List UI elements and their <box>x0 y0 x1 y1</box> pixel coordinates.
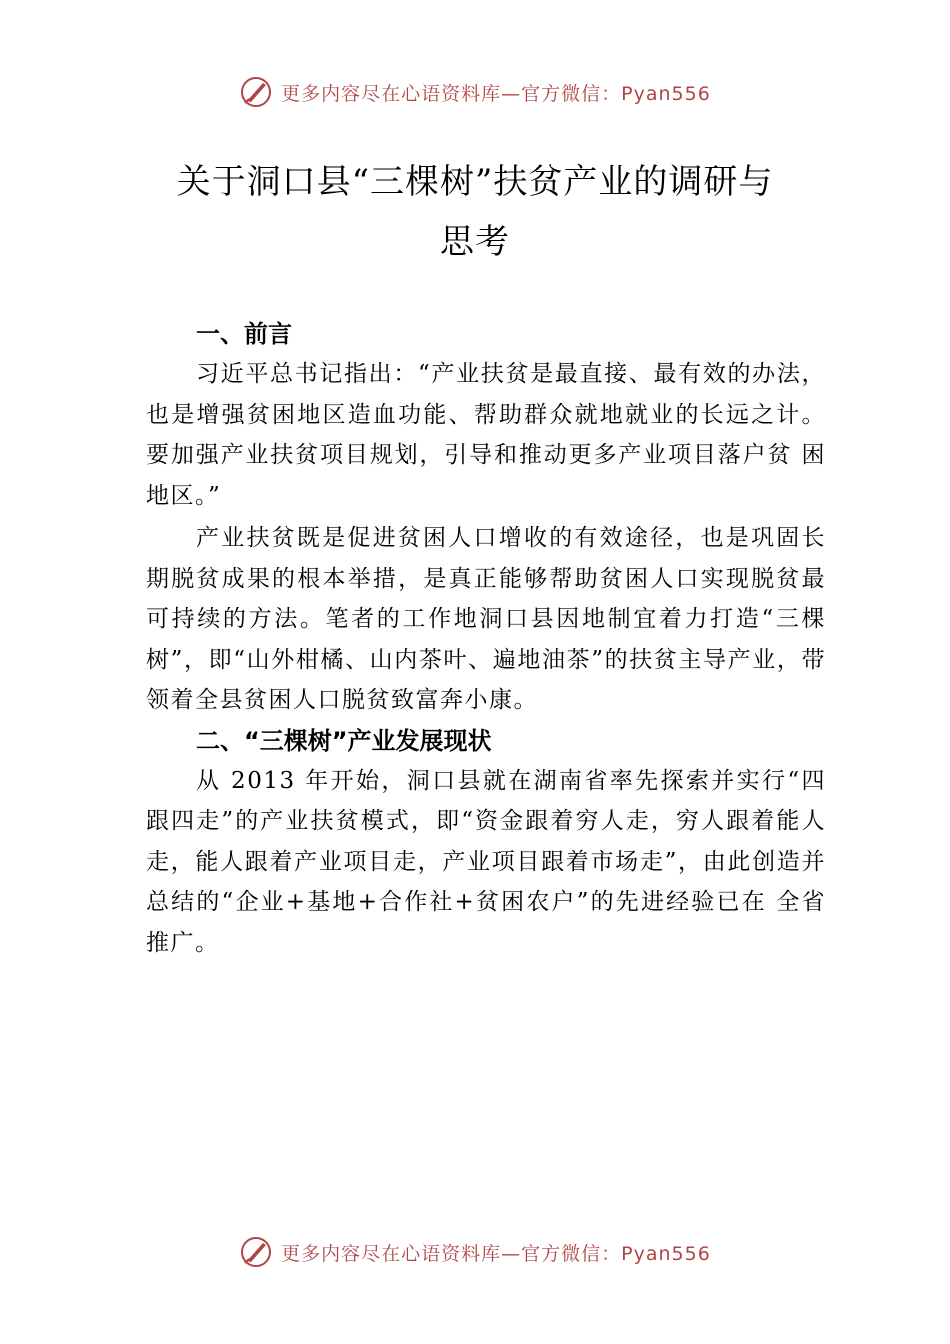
watermark-header <box>0 72 950 112</box>
paragraph: 从 2013 年开始，洞口县就在湖南省率先探索并实行“四跟四走”的产业扶贫模式，即“资金跟着穷人走，穷人跟着能人走，能人跟着产业项目走，产业项目跟着市场走”，由此创造并总结的“企业+基地+合作社+贫困农户”的先进经验已在 全省推广。 <box>146 767 826 956</box>
quill-logo-icon <box>239 1235 273 1269</box>
watermark-text: 更多内容尽在心语资料库—官方微信：Pyan556 <box>281 1242 711 1265</box>
section-heading-preface: 一、前言 <box>196 320 292 348</box>
paragraph: 产业扶贫既是促进贫困人口增收的有效途径，也是巩固长期脱贫成果的根本举措，是真正能够帮助贫困人口实现脱贫最可持续的方法。笔者的工作地洞口县因地制宜着力打造“三棵树”，即“山外柑橘、山内茶叶、遍地油茶”的扶贫主导产业，带领着全县贫困人口脱贫致富奔小康。 <box>146 525 826 713</box>
document-title-line-1: 关于洞口县“三棵树”扶贫产业的调研与 <box>176 162 774 202</box>
document-body <box>146 314 826 963</box>
section-heading-status: 二、“三棵树”产业发展现状 <box>196 726 492 755</box>
paragraph: 习近平总书记指出：“产业扶贫是最直接、最有效的办法，也是增强贫困地区造血功能、帮助群众就地就业的长远之计。要加强产业扶贫项目规划，引导和推动更多产业项目落户贫 困地区。” <box>146 361 826 509</box>
document-title-line-2: 思考 <box>440 222 510 262</box>
watermark-text: 更多内容尽在心语资料库—官方微信：Pyan556 <box>281 82 711 105</box>
watermark-footer <box>0 1232 950 1272</box>
quill-logo-icon <box>239 75 273 109</box>
